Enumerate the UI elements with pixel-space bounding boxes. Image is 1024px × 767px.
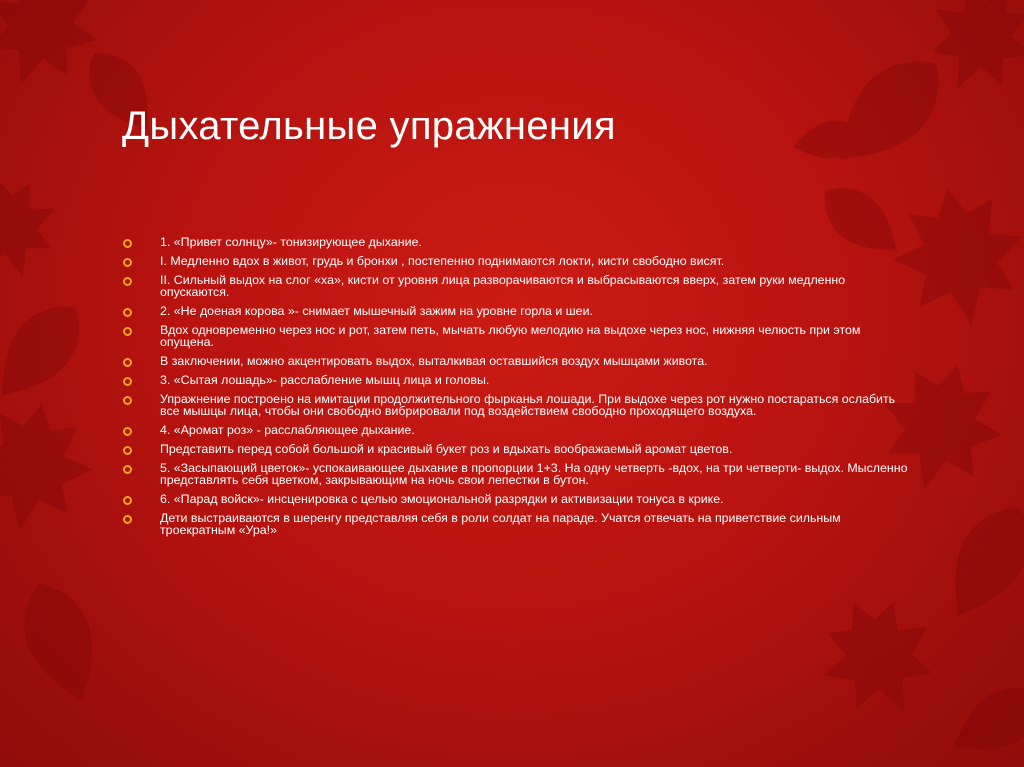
bullet-list	[122, 236, 912, 543]
bullet-icon	[123, 396, 132, 405]
list-item: 4. «Аромат роз» - расслабляющее дыхание.	[122, 424, 912, 436]
list-item: Вдох одновременно через нос и рот, затем петь, мычать любую мелодию на выдохе через нос, нижняя челюсть при этом опущена.	[122, 324, 912, 348]
bullet-icon	[123, 308, 132, 317]
list-item: В заключении, можно акцентировать выдох, выталкивая оставшийся воздух мышцами живота.	[122, 355, 912, 367]
bullet-icon	[123, 358, 132, 367]
bullet-icon	[123, 258, 132, 267]
list-item: 6. «Парад войск»- инсценировка с целью эмоциональной разрядки и активизации тонуса в крике.	[122, 493, 912, 505]
bullet-icon	[123, 446, 132, 455]
bullet-icon	[123, 327, 132, 336]
slide-title: Дыхательные упражнения	[122, 104, 616, 148]
list-item: 1. «Привет солнцу»- тонизирующее дыхание.	[122, 236, 912, 248]
bullet-icon	[123, 427, 132, 436]
bullet-icon	[123, 465, 132, 474]
bullet-icon	[123, 239, 132, 248]
list-item: Упражнение построено на имитации продолжительного фырканья лошади. При выдохе через рот нужно постараться ослабить все мышцы лица, чтобы они свободно вибрировали под воздействием свободно проходящего воздуха.	[122, 393, 912, 417]
bullet-icon	[123, 277, 132, 286]
list-item: II. Сильный выдох на слог «ха», кисти от уровня лица разворачиваются и выбрасываются вверх, затем руки медленно опускаются.	[122, 274, 912, 298]
bullet-icon	[123, 496, 132, 505]
list-item: 3. «Сытая лошадь»- расслабление мышц лица и головы.	[122, 374, 912, 386]
bullet-icon	[123, 515, 132, 524]
list-item: I. Медленно вдох в живот, грудь и бронхи , постепенно поднимаются локти, кисти свободно висят.	[122, 255, 912, 267]
list-item: 5. «Засыпающий цветок»- успокаивающее дыхание в пропорции 1+3. На одну четверть -вдох, на три четверти- выдох. Мысленно представлять себя цветком, закрывающим на ночь свои лепестки в бутон.	[122, 462, 912, 486]
list-item: 2. «Не доеная корова »- снимает мышечный зажим на уровне горла и шеи.	[122, 305, 912, 317]
bullet-icon	[123, 377, 132, 386]
list-item: Дети выстраиваются в шеренгу представляя себя в роли солдат на параде. Учатся отвечать на приветствие сильным троекратным «Ура!»	[122, 512, 912, 536]
list-item: Представить перед собой большой и красивый букет роз и вдыхать воображаемый аромат цветов.	[122, 443, 912, 455]
